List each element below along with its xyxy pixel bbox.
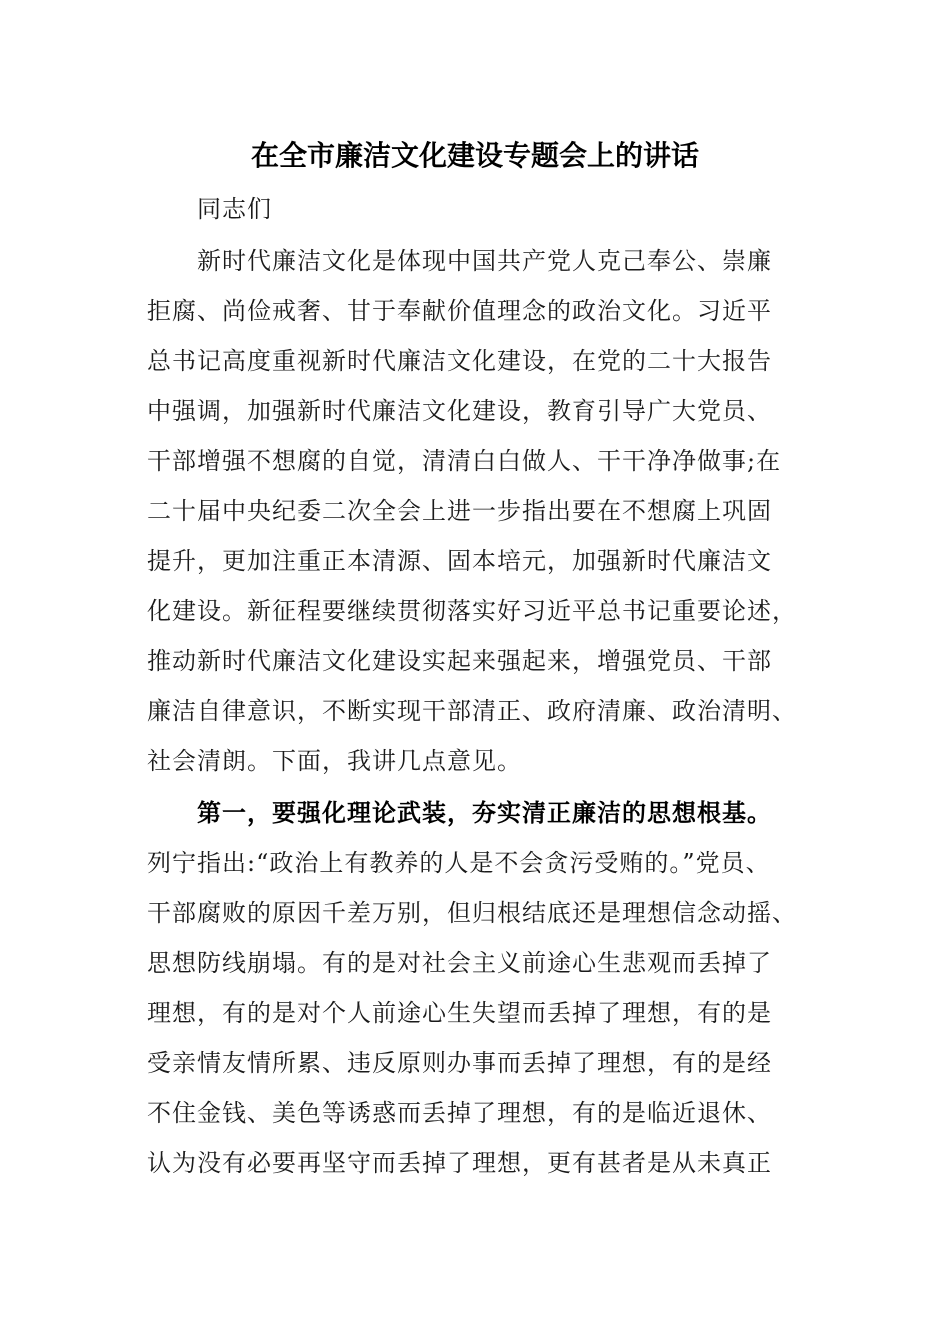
paragraph-line: 拒腐、尚俭戒奢、甘于奉献价值理念的政治文化。习近平 [147,297,772,325]
section-heading: 第一，要强化理论武装，夯实清正廉洁的思想根基。 [197,799,772,827]
paragraph-line: 思想防线崩塌。有的是对社会主义前途心生悲观而丢掉了 [147,949,772,977]
paragraph-line: 认为没有必要再坚守而丢掉了理想，更有甚者是从未真正 [147,1149,772,1177]
paragraph-line: 社会清朗。下面，我讲几点意见。 [147,747,522,775]
document-title: 在全市廉洁文化建设专题会上的讲话 [250,139,699,172]
salutation: 同志们 [197,195,272,223]
paragraph-line: 干部增强不想腐的自觉，清清白白做人、干干净净做事;在 [147,447,782,475]
paragraph-line: 不住金钱、美色等诱惑而丢掉了理想，有的是临近退休、 [147,1099,772,1127]
paragraph-line: 廉洁自律意识，不断实现干部清正、政府清廉、政治清明、 [147,697,797,725]
paragraph-line: 总书记高度重视新时代廉洁文化建设，在党的二十大报告 [147,347,772,375]
paragraph-line: 新时代廉洁文化是体现中国共产党人克己奉公、崇廉 [197,247,772,275]
paragraph-line: 化建设。新征程要继续贯彻落实好习近平总书记重要论述， [147,597,797,625]
paragraph-line: 干部腐败的原因千差万别，但归根结底还是理想信念动摇、 [147,899,797,927]
paragraph-line: 理想，有的是对个人前途心生失望而丢掉了理想，有的是 [147,999,772,1027]
paragraph-line: 推动新时代廉洁文化建设实起来强起来，增强党员、干部 [147,647,772,675]
paragraph-line: 受亲情友情所累、违反原则办事而丢掉了理想，有的是经 [147,1049,772,1077]
paragraph-line: 二十届中央纪委二次全会上进一步指出要在不想腐上巩固 [147,497,772,525]
paragraph-line: 提升，更加注重正本清源、固本培元，加强新时代廉洁文 [147,547,772,575]
paragraph-line: 中强调，加强新时代廉洁文化建设，教育引导广大党员、 [147,397,772,425]
paragraph-line: 列宁指出:“政治上有教养的人是不会贪污受贿的。”党员、 [147,849,771,877]
